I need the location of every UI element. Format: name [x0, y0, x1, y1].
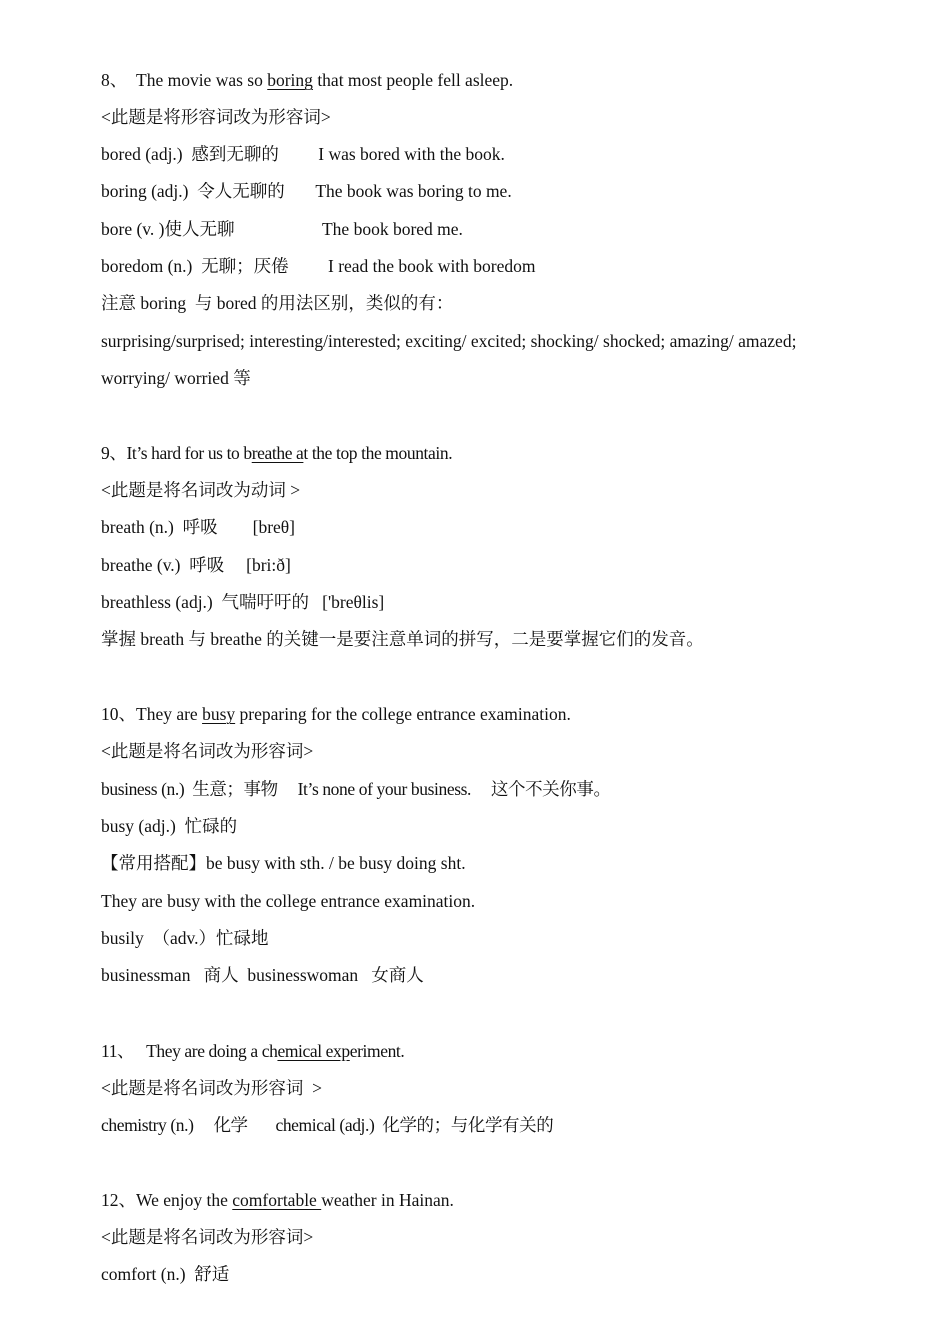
- sentence-part: 10、They are: [101, 704, 203, 724]
- sentence-part: that most people fell asleep.: [312, 70, 514, 90]
- sentence-part: 9、It’s hard for us to b: [101, 443, 252, 463]
- note-line: boredom (n.) 无聊；厌倦 I read the book with boredom: [101, 256, 536, 276]
- sentence-part: 8、 The movie was so: [101, 70, 268, 90]
- underlined-word: boring: [267, 70, 313, 90]
- note-line: busy (adj.) 忙碌的: [101, 816, 238, 836]
- note-line: comfort (n.) 舒适: [101, 1264, 230, 1284]
- sentence-part: weather in Hainan.: [321, 1190, 454, 1210]
- note-line: businessman 商人 businesswoman 女商人: [101, 965, 424, 985]
- sentence-part: 11、 They are doing a ch: [101, 1041, 278, 1061]
- question-12-sentence: [101, 1190, 454, 1210]
- note-line: breathless (adj.) 气喘吁吁的 ['breθlis]: [101, 592, 385, 612]
- sentence-part: eriment.: [349, 1041, 405, 1061]
- note-line: <此题是将名词改为动词 >: [101, 480, 301, 500]
- note-line: 【常用搭配】be busy with sth. / be busy doing sht.: [101, 853, 466, 873]
- underlined-word: comfortable: [232, 1190, 322, 1210]
- note-line: They are busy with the college entrance examination.: [101, 891, 476, 911]
- note-line: surprising/surprised; interesting/interested; exciting/ excited; shocking/ shocked; amazing/ amazed;: [101, 331, 797, 351]
- note-line: bore (v. )使人无聊 The book bored me.: [101, 219, 463, 239]
- note-line: <此题是将名词改为形容词>: [101, 741, 314, 761]
- sentence-part: t the top the mountain.: [303, 443, 453, 463]
- note-line: breathe (v.) 呼吸 [bri:ð]: [101, 555, 291, 575]
- note-line: boring (adj.) 令人无聊的 The book was boring to me.: [101, 181, 512, 201]
- underlined-word: reathe a: [251, 443, 304, 463]
- note-line: breath (n.) 呼吸 [breθ]: [101, 517, 296, 537]
- note-line: worrying/ worried 等: [101, 368, 251, 388]
- sentence-part: 12、We enjoy the: [101, 1190, 233, 1210]
- note-line: 注意 boring 与 bored 的用法区别，类似的有：: [101, 293, 454, 313]
- question-8-sentence: [101, 70, 513, 90]
- question-10-sentence: [101, 704, 571, 724]
- note-line: <此题是将名词改为形容词 >: [101, 1078, 322, 1098]
- question-9-sentence: [101, 443, 452, 463]
- sentence-part: preparing for the college entrance examination.: [235, 704, 571, 724]
- underlined-word: busy: [202, 704, 236, 724]
- note-line: 掌握 breath 与 breathe 的关键一是要注意单词的拼写，二是要掌握它们的发音。: [101, 629, 704, 649]
- note-line: busily （adv.）忙碌地: [101, 928, 269, 948]
- note-line: <此题是将形容词改为形容词>: [101, 107, 331, 127]
- note-line: business (n.) 生意；事物 It’s none of your business. 这个不关你事。: [101, 779, 611, 799]
- underlined-word: emical exp: [277, 1041, 350, 1061]
- question-11-sentence: [101, 1041, 404, 1061]
- note-line: bored (adj.) 感到无聊的 I was bored with the book.: [101, 144, 505, 164]
- note-line: <此题是将名词改为形容词>: [101, 1227, 314, 1247]
- note-line: chemistry (n.) 化学 chemical (adj.) 化学的；与化学有关的: [101, 1115, 554, 1135]
